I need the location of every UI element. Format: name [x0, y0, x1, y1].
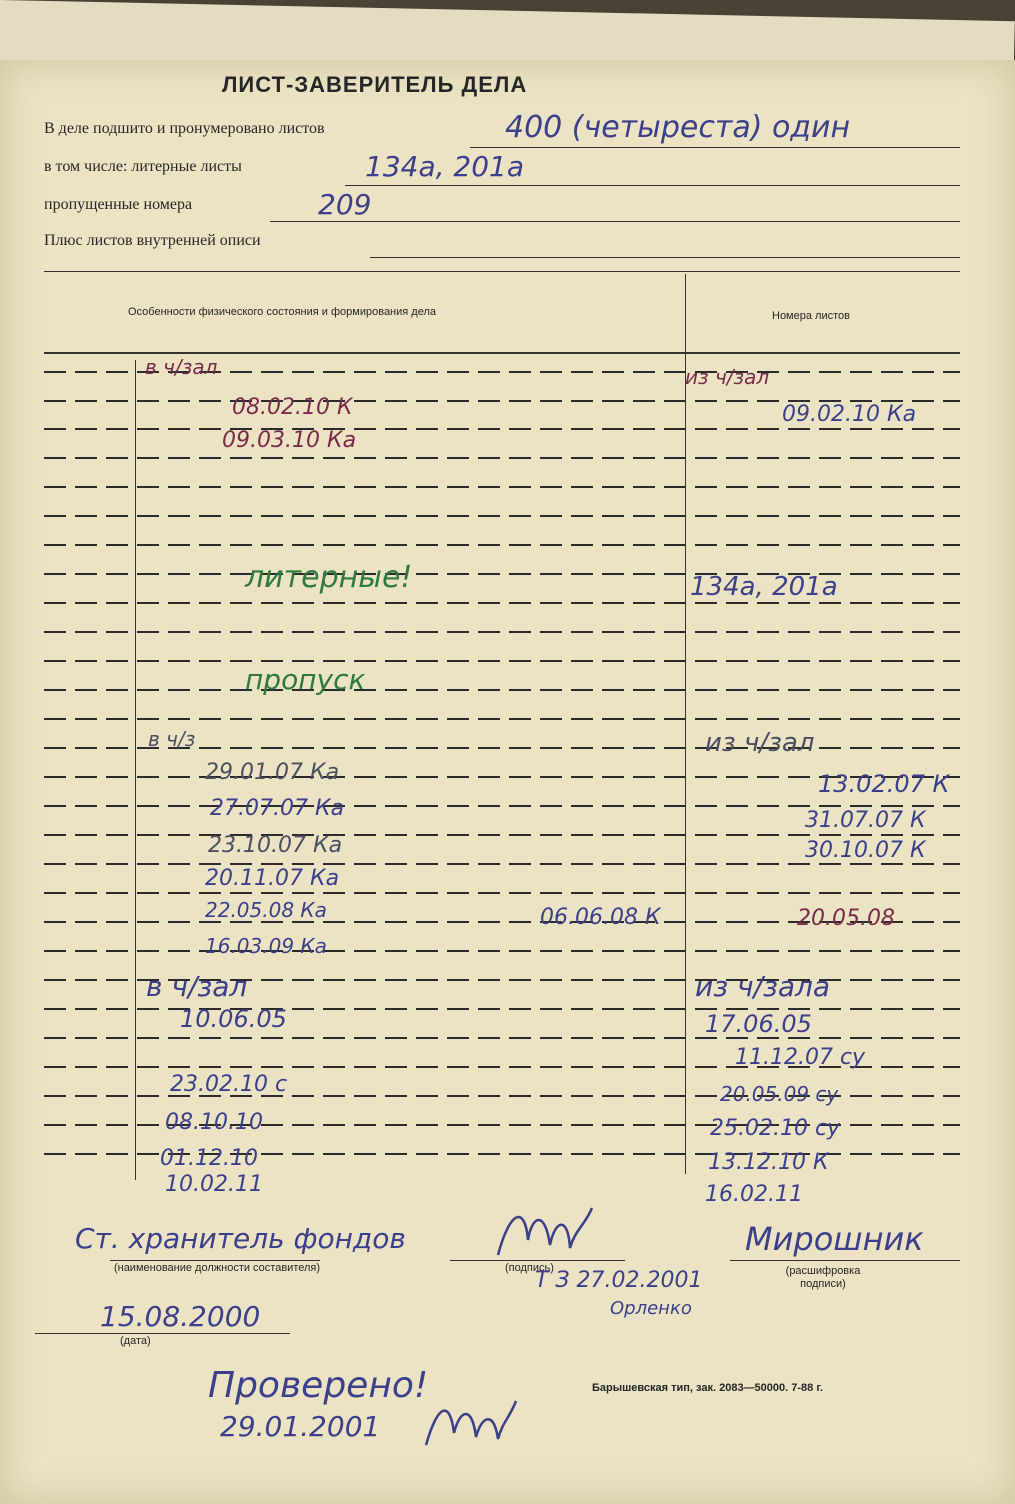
- surname-handwritten: Мирошник: [745, 1220, 924, 1258]
- right-entry: из ч/зала: [695, 970, 831, 1003]
- left-entry: 01.12.10: [160, 1146, 258, 1171]
- left-entry: в ч/зал: [146, 970, 248, 1003]
- left-entry: пропуск: [245, 663, 366, 696]
- left-entry: 16.03.09 Ка: [205, 934, 327, 958]
- extra-name: Орленко: [610, 1298, 692, 1319]
- right-entry: 31.07.07 К: [805, 808, 926, 833]
- date-line: [35, 1333, 290, 1334]
- right-entry: 30.10.07 К: [805, 838, 926, 863]
- signature-caption: (подпись): [505, 1262, 554, 1274]
- checked-label: Проверено!: [208, 1365, 429, 1406]
- position-caption: (наименование должности составителя): [113, 1262, 321, 1274]
- date-handwritten: 15.08.2000: [100, 1300, 261, 1333]
- signature-mark: [490, 1200, 600, 1270]
- checked-signature-mark: [420, 1395, 520, 1455]
- missing-numbers-label: пропущенные номера: [44, 196, 193, 213]
- surname-line: [730, 1260, 960, 1261]
- letter-sheets-value: 134а, 201а: [365, 150, 525, 183]
- left-entry: 08.02.10 К: [232, 395, 353, 420]
- left-entry: в ч/з: [148, 727, 196, 751]
- col-left-header: Особенности физического состояния и формирования дела: [128, 306, 436, 318]
- inner-inventory-label: Плюс листов внутренней описи: [44, 232, 261, 249]
- sheets-count-label: В деле подшито и пронумеровано листов: [44, 120, 325, 137]
- position-handwritten: Ст. хранитель фондов: [75, 1222, 406, 1255]
- right-entry: 134а, 201а: [690, 572, 838, 602]
- left-entry: 08.10.10: [165, 1110, 263, 1135]
- position-line: [110, 1260, 320, 1261]
- right-entry: 13.12.10 К: [708, 1150, 829, 1175]
- left-entry: 10.02.11: [165, 1172, 263, 1197]
- right-entry: 20.05.09 су: [720, 1082, 839, 1106]
- right-entry: 13.02.07 К: [818, 770, 950, 798]
- left-entry: 10.06.05: [180, 1005, 287, 1033]
- missing-numbers-value: 209: [318, 188, 372, 221]
- left-entry: 23.02.10 с: [170, 1072, 288, 1097]
- decode-caption: (расшифровка подписи): [785, 1265, 861, 1290]
- date-caption: (дата): [120, 1335, 151, 1347]
- form-title: ЛИСТ-ЗАВЕРИТЕЛЬ ДЕЛА: [222, 72, 528, 97]
- left-entry: 23.10.07 Ка: [208, 833, 343, 858]
- right-entry: 16.02.11: [705, 1182, 803, 1207]
- left-entry: 06.06.08 К: [540, 905, 661, 930]
- left-entry: в ч/зал: [145, 355, 218, 379]
- printer-note: Барышевская тип, зак. 2083—50000. 7-88 г.: [592, 1382, 823, 1394]
- col-right-header: Номера листов: [772, 310, 850, 322]
- right-entry: 17.06.05: [705, 1010, 812, 1038]
- extra-note: Т З 27.02.2001: [535, 1268, 703, 1293]
- right-entry: из ч/зал: [685, 365, 770, 389]
- right-entry: из ч/зал: [705, 728, 815, 758]
- left-entry: 27.07.07 Ка: [210, 796, 345, 821]
- left-entry: 09.03.10 Ка: [222, 428, 357, 453]
- left-entry: 20.11.07 Ка: [205, 866, 340, 891]
- right-entry: 20.05.08: [797, 906, 895, 931]
- left-entry: 22.05.08 Ка: [205, 898, 327, 922]
- checked-date: 29.01.2001: [220, 1410, 381, 1443]
- right-entry: 09.02.10 Ка: [782, 402, 917, 427]
- right-entry: 11.12.07 су: [735, 1045, 866, 1070]
- left-entry: 29.01.07 Ка: [205, 760, 340, 785]
- right-entry: 25.02.10 су: [710, 1116, 841, 1141]
- left-entry: литерные!: [245, 560, 413, 595]
- letter-sheets-label: в том числе: литерные листы: [44, 158, 242, 175]
- sheets-count-value: 400 (четыреста) один: [505, 110, 851, 145]
